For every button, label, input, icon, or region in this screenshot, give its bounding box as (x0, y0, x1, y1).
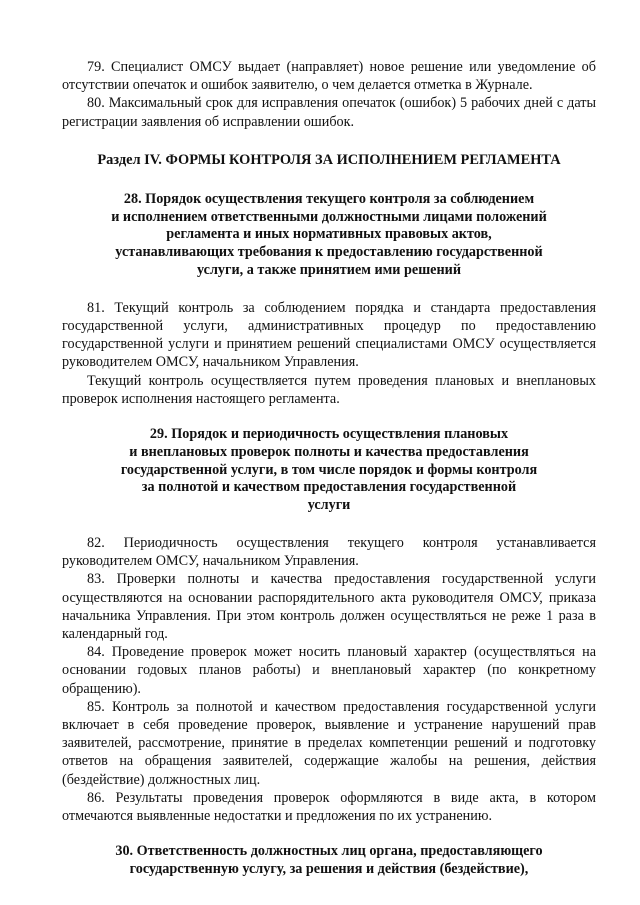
paragraph-84: 84. Проведение проверок может носить плановый характер (осуществляться на основании годовых планов работы) и внеплановый характер (по конкретному обращению). (62, 644, 596, 697)
heading-line: устанавливающих требования к предоставлению государственной (115, 244, 543, 261)
paragraph-81: 81. Текущий контроль за соблюдением порядка и стандарта предоставления государственной услуги, административных процедур по предоставлению государственной услуги и принятием решений специалистами ОМСУ осуществляется руководителем ОМСУ, начальником Управления. (62, 299, 596, 371)
document-body (62, 58, 596, 879)
heading-line: и исполнением ответственными должностными лицами положений (111, 208, 547, 225)
heading-line: услуги, а также принятием ими решений (197, 262, 461, 278)
heading-line: государственной услуги, в том числе порядок и формы контроля (120, 461, 538, 478)
paragraph-86: 86. Результаты проведения проверок оформляются в виде акта, в котором отмечаются выявленные недостатки и предложения по их устранению. (62, 789, 596, 825)
heading-line: за полнотой и качеством предоставления государственной (141, 479, 517, 496)
subsection-28-heading (62, 191, 596, 280)
heading-line: и внеплановых проверок полноты и качества предоставления (129, 443, 529, 460)
paragraph-80: 80. Максимальный срок для исправления опечаток (ошибок) 5 рабочих дней с даты регистрации заявления об исправлении ошибок. (62, 95, 596, 130)
subsection-29-heading (62, 426, 596, 515)
paragraph-79: 79. Специалист ОМСУ выдает (направляет) новое решение или уведомление об отсутствии опечаток и ошибок заявителю, о чем делается отметка в Журнале. (62, 59, 596, 94)
paragraph-85: 85. Контроль за полнотой и качеством предоставления государственной услуги включает в себя проведение проверок, выявление и устранение нарушений прав заявителей, рассмотрение, принятие в пределах компетенции решений и подготовку ответов на обращения заявителей, содержащие жалобы на решения, действия (бездействие) должностных лиц. (62, 698, 596, 788)
section-title: Раздел IV. ФОРМЫ КОНТРОЛЯ ЗА ИСПОЛНЕНИЕМ РЕГЛАМЕНТА (97, 151, 561, 168)
paragraph-83: 83. Проверки полноты и качества предоставления государственной услуги осуществляются на основании распорядительного акта руководителя ОМСУ, приказа начальника Управления. При этом контроль должен осуществляться не реже 1 раза в календарный год. (62, 571, 596, 643)
heading-line: услуги (307, 497, 351, 514)
heading-line: 28. Порядок осуществления текущего контроля за соблюдением (123, 190, 535, 207)
paragraph-82: 82. Периодичность осуществления текущего контроля устанавливается руководителем ОМСУ, начальником Управления. (62, 535, 596, 570)
heading-line: 30. Ответственность должностных лиц органа, предоставляющего (115, 843, 543, 860)
paragraph-81-cont: Текущий контроль осуществляется путем проведения плановых и внеплановых проверок исполнения настоящего регламента. (62, 372, 596, 407)
heading-line: 29. Порядок и периодичность осуществления плановых (149, 426, 509, 443)
heading-line: регламента и иных нормативных правовых актов, (166, 226, 492, 243)
heading-line: государственную услугу, за решения и действия (бездействие), (129, 861, 529, 878)
subsection-30-heading (62, 843, 596, 879)
